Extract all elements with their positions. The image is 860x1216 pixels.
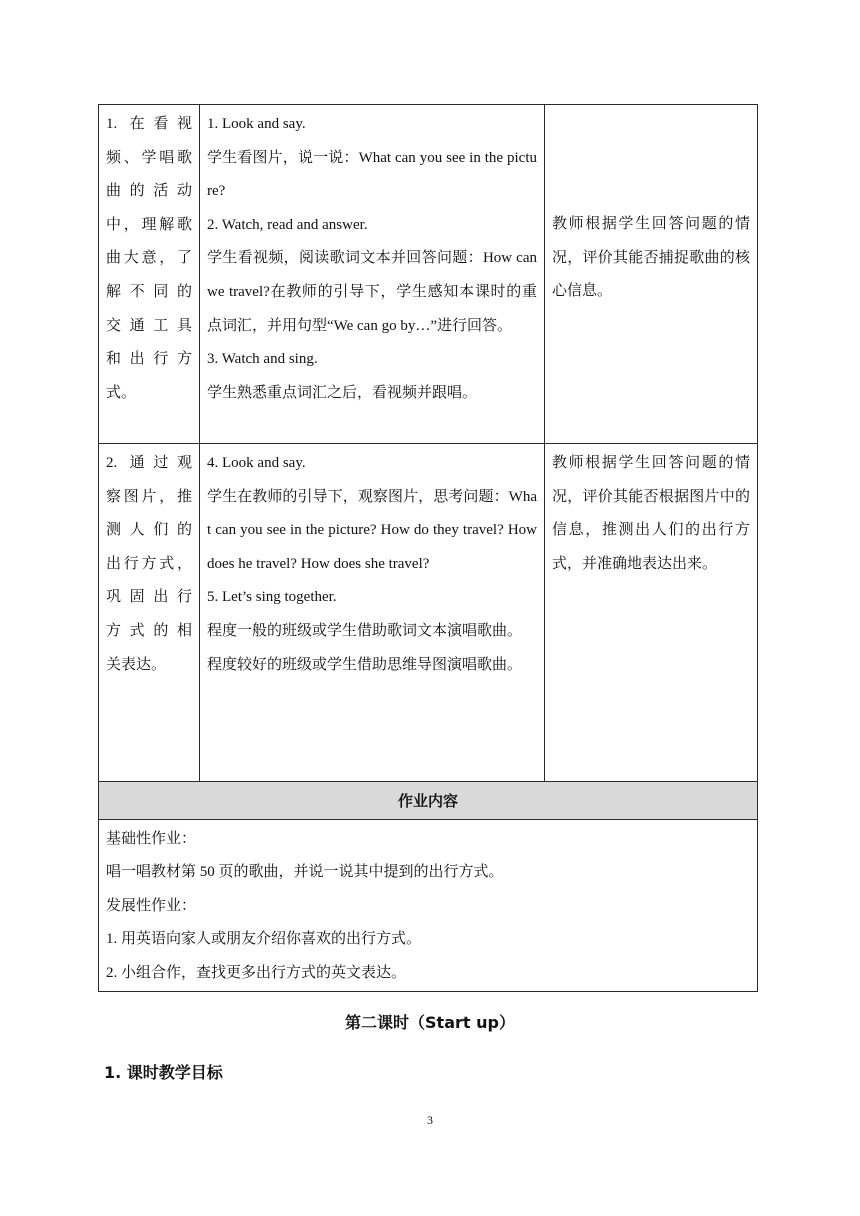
evaluation-cell: [545, 105, 758, 444]
activity-text: 学生在教师的引导下，观察图片，思考问题：What can you see in the picture? How do they travel? How does he travel? How does she travel?: [207, 488, 537, 572]
evaluation-cell: [545, 444, 758, 782]
lesson-table: [98, 104, 758, 992]
goal-line: 曲的活动: [106, 183, 192, 200]
subsection-title: 1. 课时教学目标: [104, 1063, 223, 1082]
goal-line: 中，理解歌: [106, 216, 192, 233]
section-title: 第二课时（Start up）: [345, 1013, 515, 1032]
homework-cell: [99, 819, 758, 991]
goal-line: 1. 在看视: [106, 116, 192, 132]
evaluation-text: 教师根据学生回答问题的情况，评价其能否捕捉歌曲的核心信息。: [552, 216, 750, 300]
goal-line: 和出行方: [106, 351, 192, 368]
activity-text: 学生看图片，说一说：What can you see in the picture?: [207, 149, 537, 200]
goal-cell: [99, 105, 200, 444]
activity-step: 1. Look and say.: [207, 116, 306, 132]
goal-line: 式。: [106, 384, 137, 401]
activity-step: 3. Watch and sing.: [207, 351, 318, 368]
activity-text: 学生熟悉重点词汇之后，看视频并跟唱。: [207, 384, 478, 401]
homework-body-row: [99, 819, 758, 991]
activity-step: 2. Watch, read and answer.: [207, 216, 368, 233]
activity-text: 程度较好的班级或学生借助思维导图演唱歌曲。: [207, 656, 523, 673]
evaluation-text: 教师根据学生回答问题的情况，评价其能否根据图片中的信息，推测出人们的出行方式，并准确地表达出来。: [552, 455, 750, 572]
goal-line: 测人们的: [106, 522, 192, 539]
goal-line: 关表达。: [106, 656, 167, 673]
homework-header-row: [99, 782, 758, 820]
activity-text: 学生看视频，阅读歌词文本并回答问题：How can we travel?在教师的引导下，学生感知本课时的重点词汇，并用句型“We can go by…”进行回答。: [207, 250, 537, 334]
goal-line: 曲大意，了: [106, 250, 192, 267]
goal-line: 交通工具: [106, 317, 192, 334]
activity-step: 5. Let’s sing together.: [207, 589, 337, 606]
homework-line: 唱一唱教材第 50 页的歌曲，并说一说其中提到的出行方式。: [106, 864, 504, 881]
homework-line: 基础性作业：: [106, 830, 197, 847]
activity-cell: [200, 105, 545, 444]
table-row: [99, 105, 758, 444]
goal-line: 察图片，推: [106, 488, 192, 505]
activity-text: 程度一般的班级或学生借助歌词文本演唱歌曲。: [207, 622, 523, 639]
homework-header: 作业内容: [99, 782, 758, 820]
homework-line: 发展性作业：: [106, 897, 197, 914]
goal-line: 解不同的: [106, 283, 192, 300]
goal-line: 方式的相: [106, 622, 192, 639]
homework-line: 1. 用英语向家人或朋友介绍你喜欢的出行方式。: [106, 931, 422, 948]
goal-line: 频、学唱歌: [106, 149, 192, 166]
homework-line: 2. 小组合作，查找更多出行方式的英文表达。: [106, 964, 407, 981]
activity-step: 4. Look and say.: [207, 455, 306, 471]
activity-cell: [200, 444, 545, 782]
table-row: [99, 444, 758, 782]
goal-line: 2. 通过观: [106, 455, 192, 471]
goal-line: 出行方式，: [106, 555, 192, 572]
page-number: 3: [427, 1113, 433, 1127]
goal-cell: [99, 444, 200, 782]
goal-line: 巩固出行: [106, 589, 192, 606]
